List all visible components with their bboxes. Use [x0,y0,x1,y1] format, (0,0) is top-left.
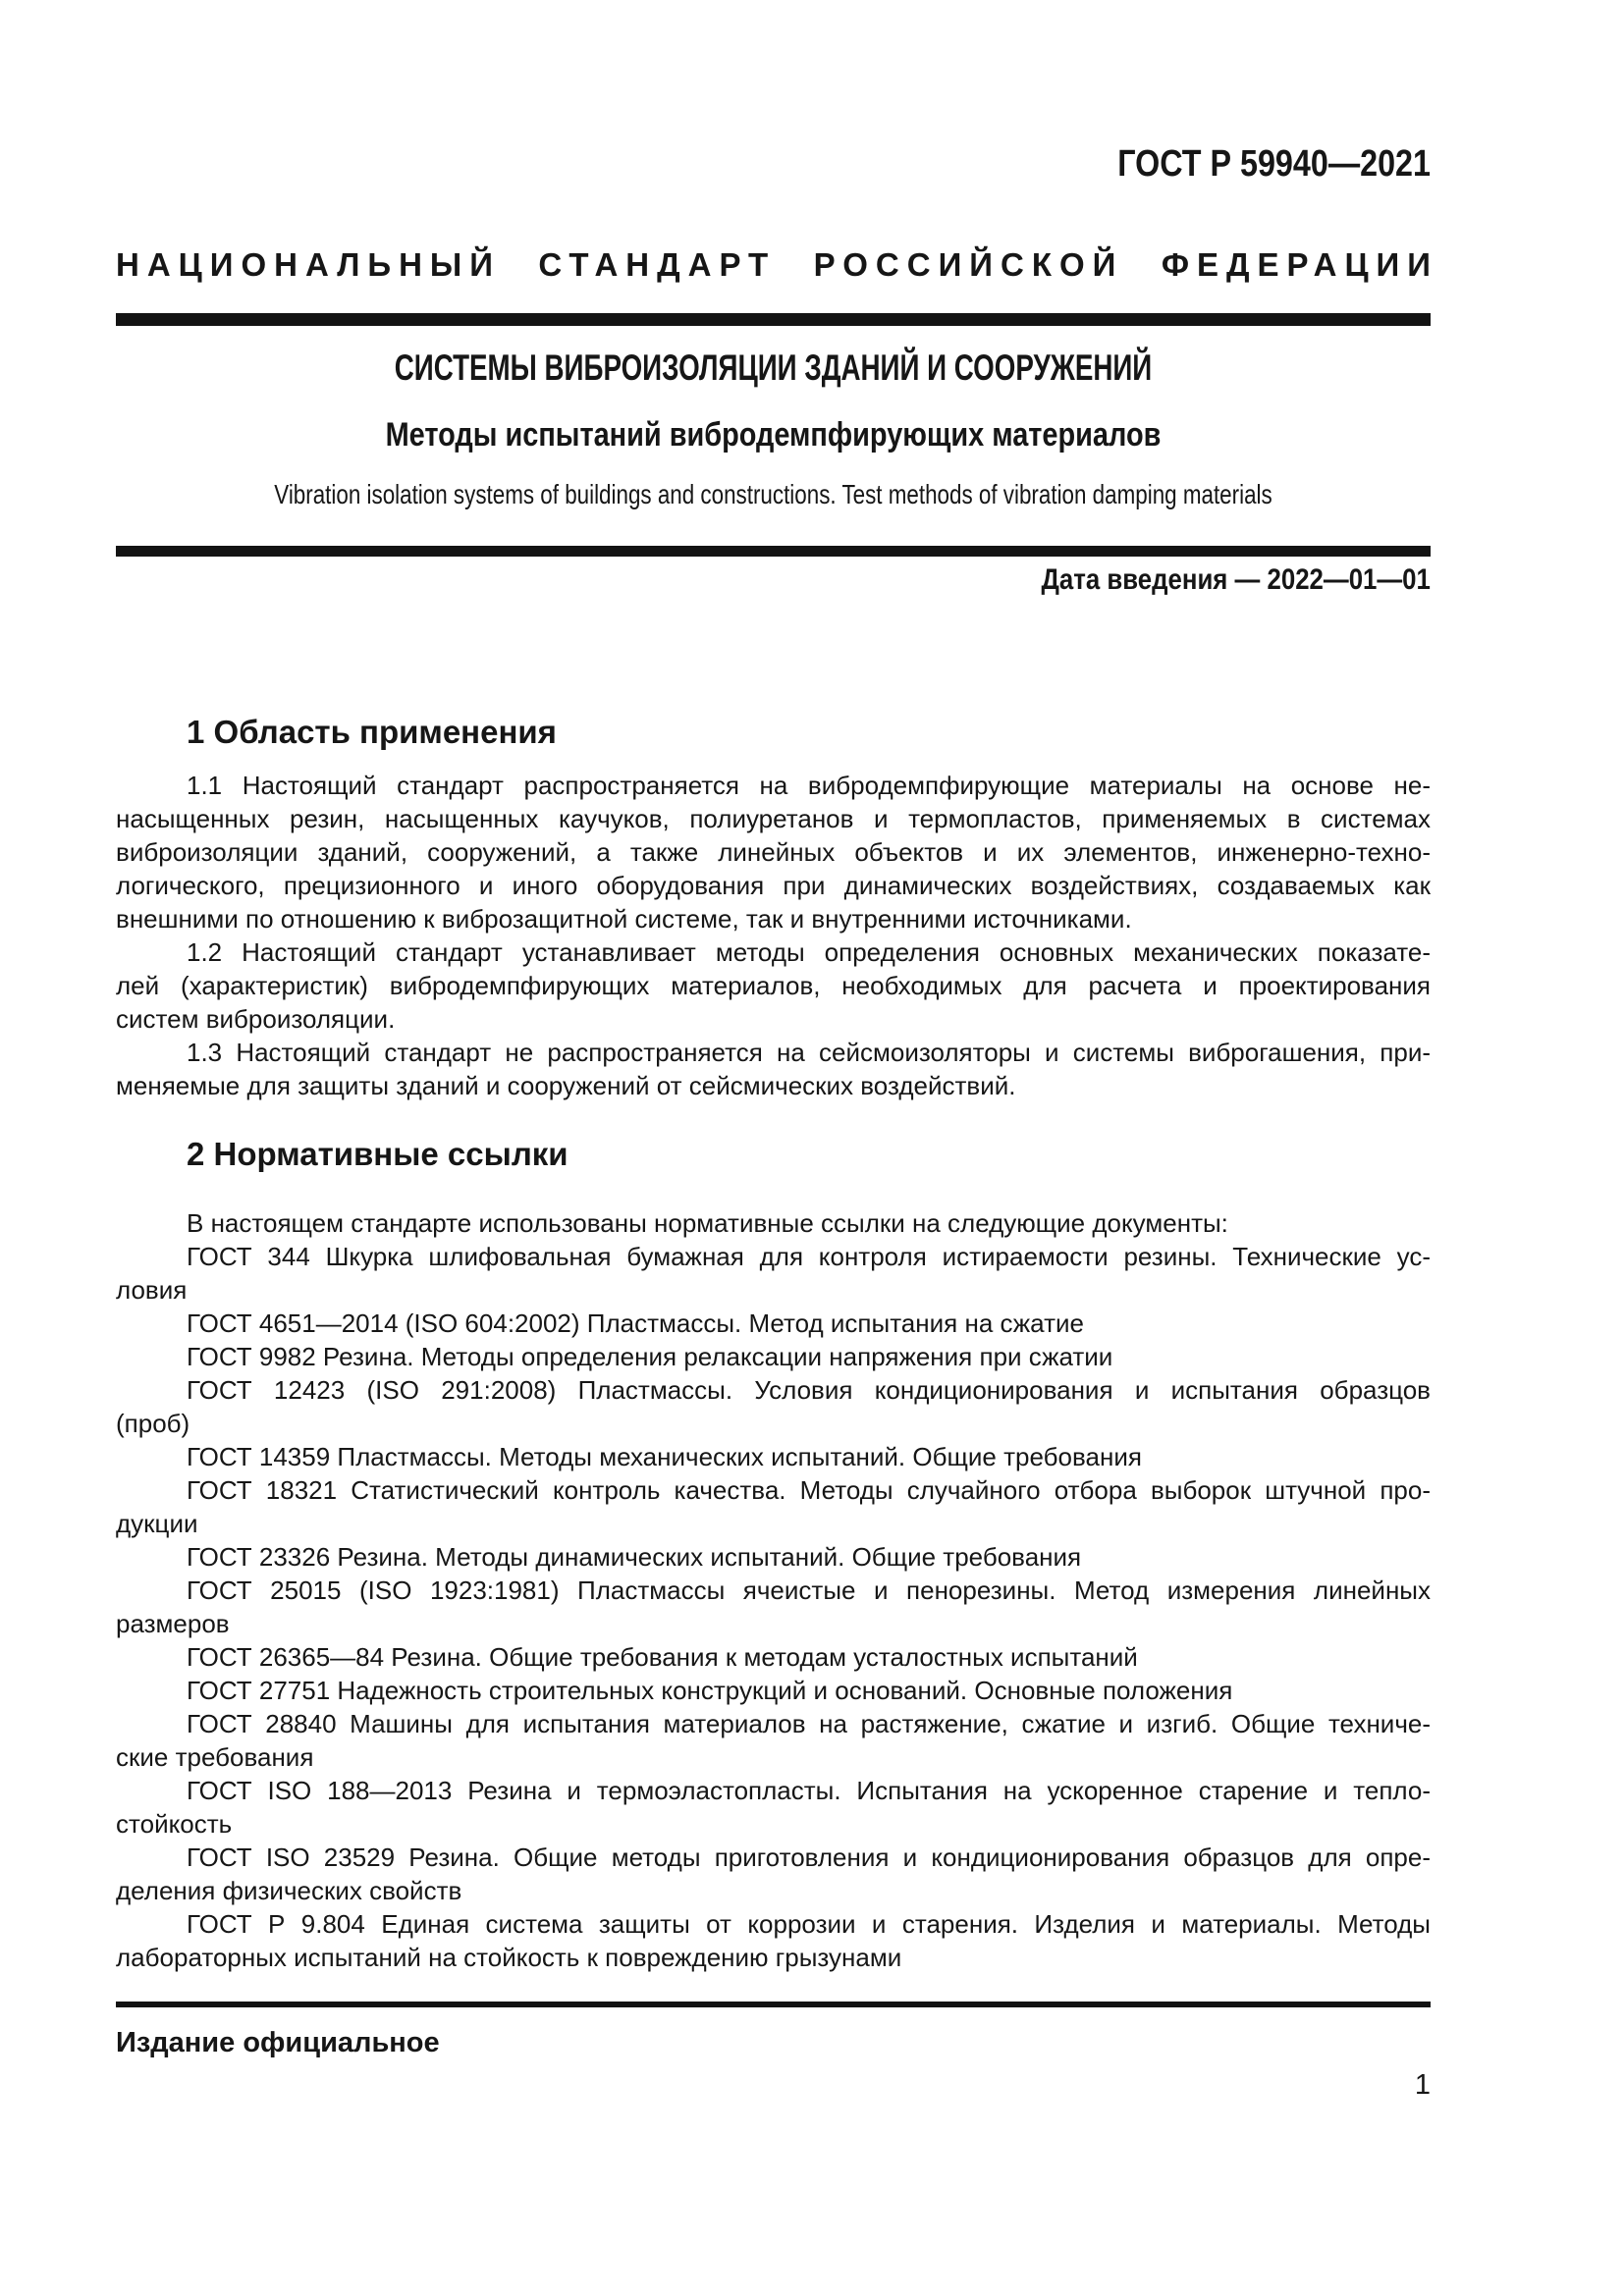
paragraph-line: внешними по отношению к виброзащитной системе, так и внутренними источниками. [116,904,1132,934]
paragraph [116,1674,1431,1707]
paragraph-line: 1.1 Настоящий стандарт распространяется на вибродемпфирующие материалы на основе не- [187,771,1431,800]
federation-title-word: НАЦИОНАЛЬНЫЙ [116,246,501,283]
section-2-heading: 2 Нормативные ссылки [187,1136,568,1172]
paragraph-line: ГОСТ 18321 Статистический контроль качества. Методы случайного отбора выборок штучной про- [187,1475,1431,1505]
paragraph-line: ГОСТ ISO 23529 Резина. Общие методы приготовления и кондиционирования образцов для опре- [187,1842,1431,1872]
paragraph-line: деления физических свойств [116,1876,462,1905]
paragraph-line: систем виброизоляции. [116,1004,396,1034]
paragraph-line: ГОСТ 26365—84 Резина. Общие требования к методам усталостных испытаний [187,1642,1138,1672]
federation-title-word: РОССИЙСКОЙ [813,246,1124,283]
paragraph [116,1440,1431,1473]
page-number: 1 [1414,2069,1431,2101]
paragraph-line: ГОСТ ISO 188—2013 Резина и термоэластопласты. Испытания на ускоренное старение и тепло- [187,1776,1431,1805]
paragraph-line: 1.3 Настоящий стандарт не распространяется на сейсмоизоляторы и системы виброгашения, при- [187,1038,1431,1067]
paragraph-line: (проб) [116,1409,190,1438]
paragraph-line: меняемые для защиты зданий и сооружений от сейсмических воздействий. [116,1071,1016,1100]
subtitle: Методы испытаний вибродемпфирующих материалов [385,416,1162,454]
footer-rule [116,2002,1431,2007]
paragraph-line: ГОСТ 23326 Резина. Методы динамических испытаний. Общие требования [187,1542,1082,1572]
paragraph [116,1574,1431,1640]
federation-title [116,245,1438,285]
paragraph [116,1841,1431,1907]
main-title: СИСТЕМЫ ВИБРОИЗОЛЯЦИИ ЗДАНИЙ И СООРУЖЕНИЙ [394,347,1153,388]
paragraph-line: ГОСТ 28840 Машины для испытания материалов на растяжение, сжатие и изгиб. Общие техниче- [187,1709,1431,1738]
paragraph [116,935,1431,1036]
paragraph [116,1907,1431,1974]
federation-title-word: ФЕДЕРАЦИИ [1161,246,1438,283]
paragraph-line: ГОСТ 12423 (ISO 291:2008) Пластмассы. Условия кондиционирования и испытания образцов [187,1375,1431,1405]
doc-code: ГОСТ Р 59940—2021 [1117,143,1431,185]
paragraph-line: ские требования [116,1742,314,1772]
paragraph [116,1206,1431,1240]
top-divider [116,313,1431,326]
paragraph [116,1774,1431,1841]
paragraph [116,1707,1431,1774]
paragraph-line: лабораторных испытаний на стойкость к повреждению грызунами [116,1943,902,1972]
paragraph-line: стойкость [116,1809,233,1839]
paragraph [116,1340,1431,1373]
paragraph [116,1540,1431,1574]
paragraph-line: ловия [116,1275,188,1305]
paragraph-line: дукции [116,1509,198,1538]
paragraph-line: ГОСТ 14359 Пластмассы. Методы механических испытаний. Общие требования [187,1442,1142,1471]
paragraph-line: виброизоляции зданий, сооружений, а также линейных объектов и их элементов, инженерно-техно- [116,837,1431,867]
paragraph [116,1473,1431,1540]
official-edition-note: Издание официальное [116,2027,440,2058]
paragraph [116,1307,1431,1340]
section-1-heading: 1 Область применения [187,714,557,750]
english-title: Vibration isolation systems of buildings and constructions. Test methods of vibration damping materials [274,479,1272,509]
paragraph-line: ГОСТ 344 Шкурка шлифовальная бумажная для контроля истираемости резины. Технические ус- [187,1242,1431,1271]
paragraph [116,1036,1431,1102]
paragraph-line: логического, прецизионного и иного оборудования при динамических воздействиях, создаваемых как [116,871,1431,900]
paragraph-line: лей (характеристик) вибродемпфирующих материалов, необходимых для расчета и проектирования [116,971,1431,1000]
paragraph-line: размеров [116,1609,230,1638]
paragraph [116,1373,1431,1440]
effective-date: Дата введения — 2022—01—01 [1041,563,1431,596]
federation-title-word: СТАНДАРТ [538,246,777,283]
paragraph-line: ГОСТ Р 9.804 Единая система защиты от коррозии и старения. Изделия и материалы. Методы [187,1909,1431,1939]
paragraph-line: ГОСТ 4651—2014 (ISO 604:2002) Пластмассы. Метод испытания на сжатие [187,1308,1084,1338]
paragraph-line: насыщенных резин, насыщенных каучуков, полиуретанов и термопластов, применяемых в системах [116,804,1431,833]
section-2-body [116,1206,1431,1974]
document-body [116,713,1431,1974]
paragraph-line: 1.2 Настоящий стандарт устанавливает методы определения основных механических показате- [187,937,1431,967]
section-1-body [116,769,1431,1102]
paragraph-line: В настоящем стандарте использованы нормативные ссылки на следующие документы: [187,1208,1228,1238]
paragraph [116,1640,1431,1674]
paragraph-line: ГОСТ 27751 Надежность строительных конструкций и оснований. Основные положения [187,1676,1233,1705]
paragraph-line: ГОСТ 25015 (ISO 1923:1981) Пластмассы ячеистые и пенорезины. Метод измерения линейных [187,1575,1431,1605]
date-divider [116,546,1431,557]
paragraph [116,1240,1431,1307]
paragraph [116,769,1431,935]
paragraph-line: ГОСТ 9982 Резина. Методы определения релаксации напряжения при сжатии [187,1342,1113,1371]
